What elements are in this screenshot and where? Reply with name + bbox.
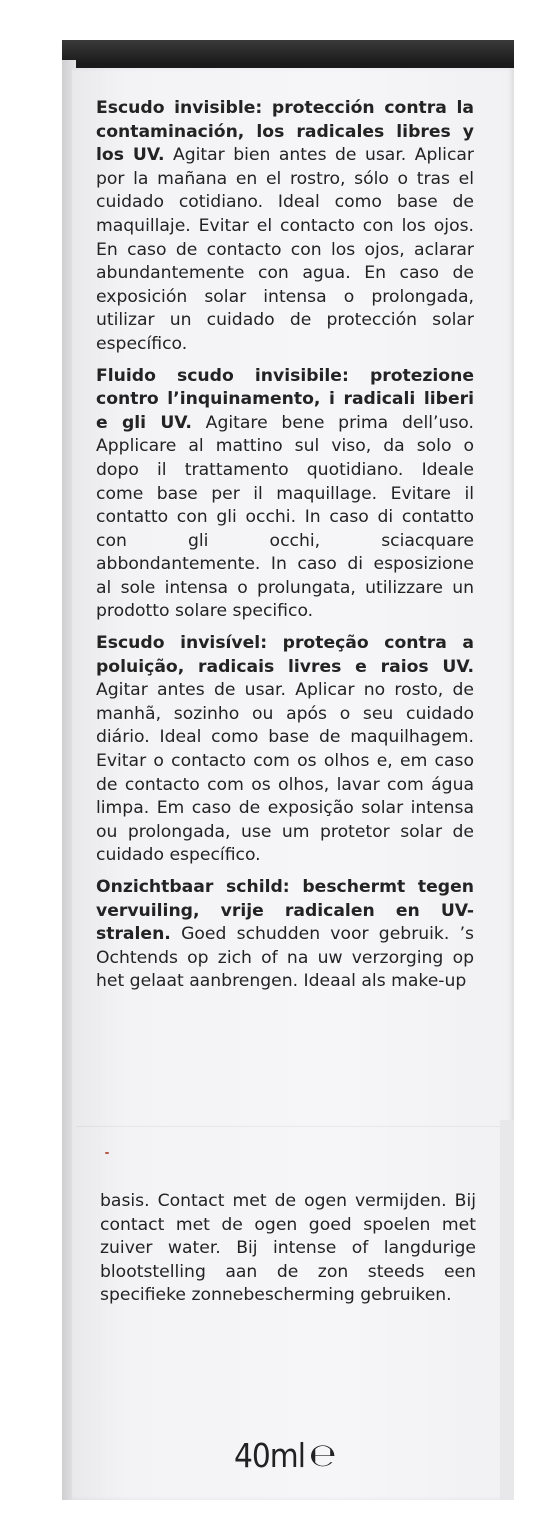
paragraph-lead: Onzichtbaar schild: beschermt tegen vervuiling, vrije radicalen en UV-stralen. <box>96 877 474 945</box>
paragraph-body: Agitar bien antes de usar. Aplicar por la mañana en el rostro, sólo o tras el cuidado cotidiano. Ideal como base de maquillaje. Evitar el contacto con los ojos. En caso de contacto con los ojos, aclarar abundantemente con agua. En caso de exposición solar intensa o prolongada, utilizar un cuidado de protección solar específico. <box>96 145 475 354</box>
paragraph-dutch <box>96 876 474 994</box>
estimated-sign-icon: ℮ <box>308 1436 336 1474</box>
volume-value: 40ml <box>234 1435 305 1475</box>
box-right-edge <box>500 1120 514 1500</box>
paragraph-italian <box>96 365 474 625</box>
volume-label <box>234 1435 335 1475</box>
paragraph-body: Goed schudden voor gebruik. ’s Ochtends op zich of na uw verzorging op het gelaat aanbrengen. Ideaal als make-up <box>96 924 474 992</box>
paragraph-lead: Escudo invisible: protección contra la contaminación, los radicales libres y los UV. <box>96 98 474 166</box>
paragraph-lead: Fluido scudo invisibile: protezione contro l’inquinamento, i radicali liberi e gli UV. <box>96 365 474 433</box>
instructions-continuation <box>100 1190 476 1308</box>
paragraph-lead: Escudo invisível: proteção contra a poluição, radicais livres e raios UV. <box>96 633 474 677</box>
speck-mark <box>105 1152 109 1154</box>
instructions-text <box>96 97 474 1002</box>
fold-line <box>76 1126 500 1127</box>
paragraph-body: Agitare bene prima dell’uso. Applicare al mattino sul viso, da solo o dopo il trattamento quotidiano. Ideale come base per il maquillage. Evitare il contatto con gli occhi. In caso di contatto con gli occhi, sciacquare abbondantemente. In caso di esposizione al sole intensa o prolungata, utilizzare un prodotto solare specifico. <box>96 412 474 622</box>
paragraph-spanish <box>96 97 474 357</box>
paragraph-portuguese <box>96 632 474 868</box>
paragraph-dutch-continued: basis. Contact met de ogen vermijden. Bij contact met de ogen goed spoelen met zuiver water. Bij intense of langdurige blootstelling aan de zon steeds een specifieke zonnebescherming gebruiken. <box>100 1191 476 1306</box>
paragraph-body: Agitar antes de usar. Aplicar no rosto, de manhã, sozinho ou após o seu cuidado diário. Ideal como base de maquilhagem. Evitar o contacto com os olhos e, em caso de contacto com os olhos, lavar com água limpa. Em caso de exposição solar intensa ou prolongada, use um protetor solar de cuidado específico. <box>96 680 474 866</box>
